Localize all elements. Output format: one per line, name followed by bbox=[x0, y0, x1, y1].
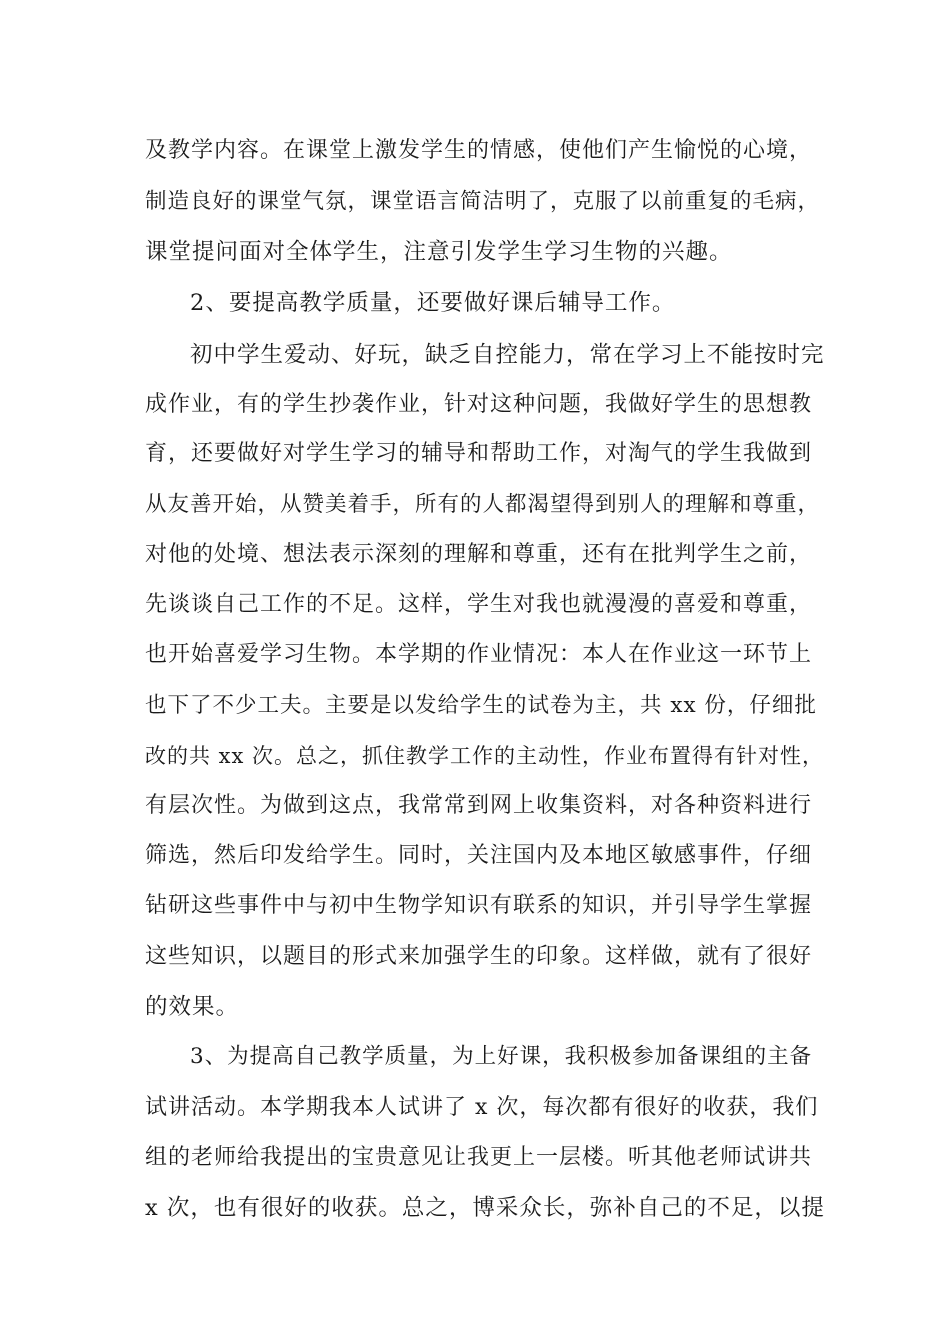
text-line: 成作业，有的学生抄袭作业，针对这种问题，我做好学生的思想教 bbox=[145, 392, 813, 417]
text-line: 3、为提高自己教学质量，为上好课，我积极参加备课组的主备 bbox=[190, 1044, 813, 1069]
text-line: 对他的处境、想法表示深刻的理解和尊重，还有在批判学生之前， bbox=[145, 542, 813, 567]
text-line: 先谈谈自己工作的不足。这样，学生对我也就漫漫的喜爱和尊重， bbox=[145, 592, 813, 617]
text-line: 制造良好的课堂气氛，课堂语言简洁明了，克服了以前重复的毛病， bbox=[145, 189, 821, 214]
text-line: 2、要提高教学质量，还要做好课后辅导工作。 bbox=[190, 290, 676, 316]
text-line: 育，还要做好对学生学习的辅导和帮助工作，对淘气的学生我做到 bbox=[145, 441, 813, 466]
text-line: x 次，也有很好的收获。总之，博采众长，弥补自己的不足，以提 bbox=[145, 1195, 825, 1221]
text-line: 有层次性。为做到这点，我常常到网上收集资料，对各种资料进行 bbox=[145, 793, 813, 818]
text-line: 筛选，然后印发给学生。同时，关注国内及本地区敏感事件，仔细 bbox=[145, 843, 813, 868]
text-line: 钻研这些事件中与初中生物学知识有联系的知识，并引导学生掌握 bbox=[145, 893, 813, 918]
text-line: 组的老师给我提出的宝贵意见让我更上一层楼。听其他老师试讲共 bbox=[145, 1145, 813, 1170]
text-line: 课堂提问面对全体学生，注意引发学生学习生物的兴趣。 bbox=[145, 239, 733, 265]
text-line: 初中学生爱动、好玩，缺乏自控能力，常在学习上不能按时完 bbox=[190, 342, 825, 368]
text-line: 的效果。 bbox=[145, 994, 240, 1020]
text-line: 试讲活动。本学期我本人试讲了 x 次，每次都有很好的收获，我们 bbox=[145, 1095, 819, 1120]
text-line: 改的共 xx 次。总之，抓住教学工作的主动性，作业布置得有针对性， bbox=[145, 744, 825, 768]
text-line: 也下了不少工夫。主要是以发给学生的试卷为主，共 xx 份，仔细批 bbox=[145, 693, 817, 718]
text-line: 从友善开始，从赞美着手，所有的人都渴望得到别人的理解和尊重， bbox=[145, 492, 821, 517]
text-line: 这些知识，以题目的形式来加强学生的印象。这样做，就有了很好 bbox=[145, 944, 813, 969]
text-line: 及教学内容。在课堂上激发学生的情感，使他们产生愉悦的心境， bbox=[145, 138, 813, 163]
text-line: 也开始喜爱学习生物。本学期的作业情况：本人在作业这一环节上 bbox=[145, 642, 813, 667]
